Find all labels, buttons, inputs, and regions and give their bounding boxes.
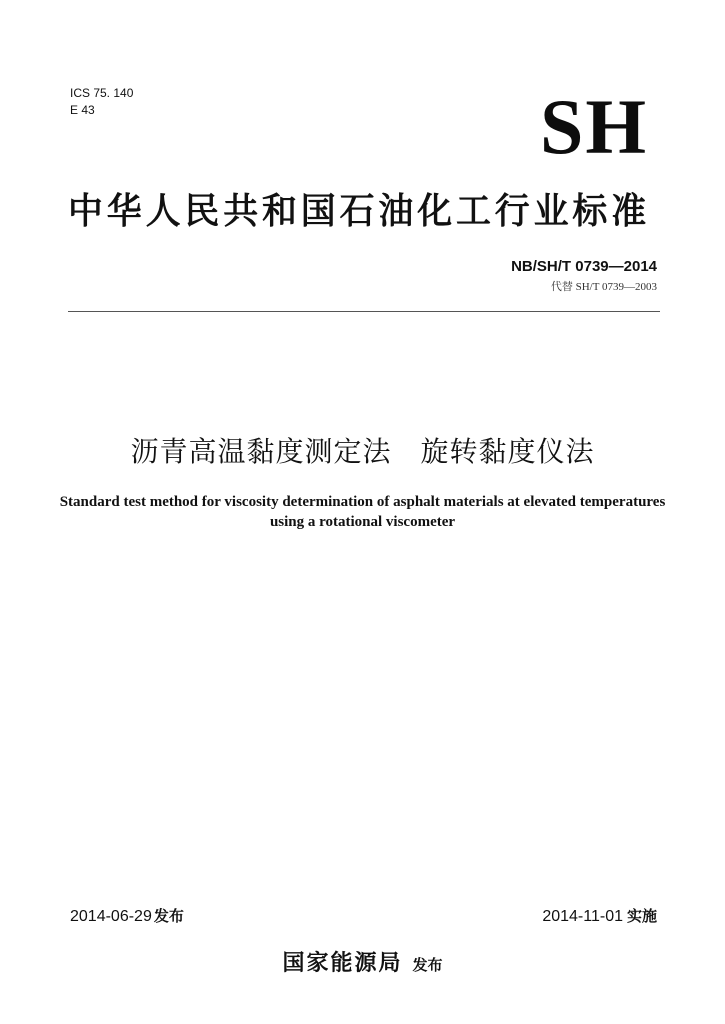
replaces-standard: 代替 SH/T 0739—2003 — [550, 281, 657, 293]
issuer-block — [0, 950, 725, 978]
issuer-label: 发布 — [412, 956, 443, 974]
publish-date-block — [70, 906, 184, 927]
standard-number: NB/SH/T 0739—2014 — [511, 258, 657, 275]
title-english: Standard test method for viscosity determination of asphalt materials at elevated temperatures using a rotational viscometer — [59, 494, 666, 530]
effective-label: 实施 — [626, 907, 657, 925]
ics-code: ICS 75. 140 — [70, 86, 134, 100]
title-chinese: 沥青高温黏度测定法 旋转黏度仪法 — [130, 435, 595, 468]
effective-date: 2014-11-01 — [542, 908, 623, 925]
standard-category: 中华人民共和国石油化工行业标准 — [68, 191, 651, 232]
publish-date: 2014-06-29 — [70, 908, 152, 925]
header-divider — [68, 311, 660, 312]
publish-label: 发布 — [153, 907, 184, 925]
issuer-name: 国家能源局 — [282, 951, 403, 976]
sh-logo: SH — [540, 83, 649, 170]
classification-codes — [70, 85, 133, 119]
ccs-code: E 43 — [70, 103, 95, 117]
effective-date-block — [542, 906, 657, 927]
